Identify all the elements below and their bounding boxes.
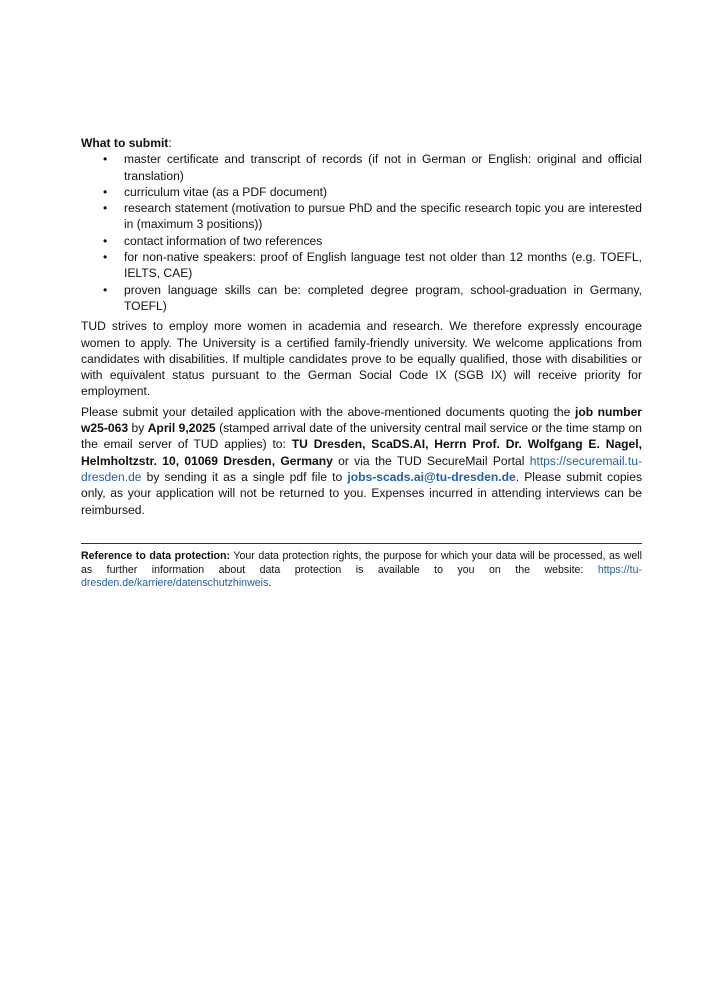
document-page	[81, 135, 642, 591]
what-to-submit-heading: What to submit:	[81, 136, 172, 150]
deadline: April 9,2025	[147, 421, 216, 436]
list-item: • master certificate and transcript of records (if not in German or English: original and official translation)	[103, 152, 642, 183]
footnote-divider	[81, 543, 642, 544]
bullet-icon: •	[103, 201, 108, 216]
bullet-icon: •	[103, 282, 108, 297]
bullet-icon: •	[103, 152, 108, 167]
data-protection-link[interactable]: https://tu-dresden.de/karriere/datenschutzhinweis	[81, 563, 642, 590]
bullet-icon: •	[103, 184, 108, 199]
job-number: job number w25-063	[81, 404, 643, 436]
list-item: • proven language skills can be: completed degree program, school-graduation in Germany, TOEFL)	[103, 282, 642, 313]
postal-address: TU Dresden, ScaDS.AI, Herrn Prof. Dr. Wolfgang E. Nagel, Helmholtzstr. 10, 01069 Dresden, Germany	[81, 437, 642, 468]
equality-paragraph: TUD strives to employ more women in academia and research. We therefore expressly encourage women to apply. The University is a certified family-friendly university. We welcome applications from candidates with disabilities. If multiple candidates prove to be equally qualified, those with disabilities or with equivalent status pursuant to the German Social Code IX (SGB IX) will receive priority for employment.	[81, 319, 642, 399]
list-item: • for non-native speakers: proof of English language test not older than 12 months (e.g. TOEFL, IELTS, CAE)	[103, 250, 642, 281]
bullet-icon: •	[103, 250, 108, 265]
application-paragraph: Please submit your detailed application with the above-mentioned documents quoting the job number w25-063 by April 9,2025 (stamped arrival date of the university central mail service or the time stamp on the email server of TUD applies) to: TU Dresden, ScaDS.AI, Herrn Prof. Dr. Wolfgang E. Nagel, Helmholtzstr. 10, 01069 Dresden, Germany or via the TUD SecureMail Portal https://securemail.tu-dresden.de by sending it as a single pdf file to jobs-scads.ai@tu-dresden.de. Please submit copies only, as your application will not be returned to you. Expenses incurred in attending interviews can be reimbursed.	[81, 404, 643, 517]
submission-list	[81, 151, 642, 314]
data-protection-note: Reference to data protection: Your data protection rights, the purpose for which your data will be processed, as well as further information about data protection is available to you on the website: https://tu-dresden.de/karriere/datenschutzhinweis.	[81, 549, 642, 590]
list-item: • curriculum vitae (as a PDF document)	[103, 184, 327, 199]
securemail-portal-link[interactable]: https://securemail.tu-dresden.de	[81, 453, 642, 484]
application-email-link[interactable]: jobs-scads.ai@tu-dresden.de	[347, 469, 516, 484]
bullet-icon: •	[103, 233, 108, 248]
list-item: • research statement (motivation to pursue PhD and the specific research topic you are interested in (maximum 3 positions))	[103, 201, 642, 232]
list-item: • contact information of two references	[103, 233, 323, 248]
data-protection-label: Reference to data protection:	[81, 549, 230, 562]
